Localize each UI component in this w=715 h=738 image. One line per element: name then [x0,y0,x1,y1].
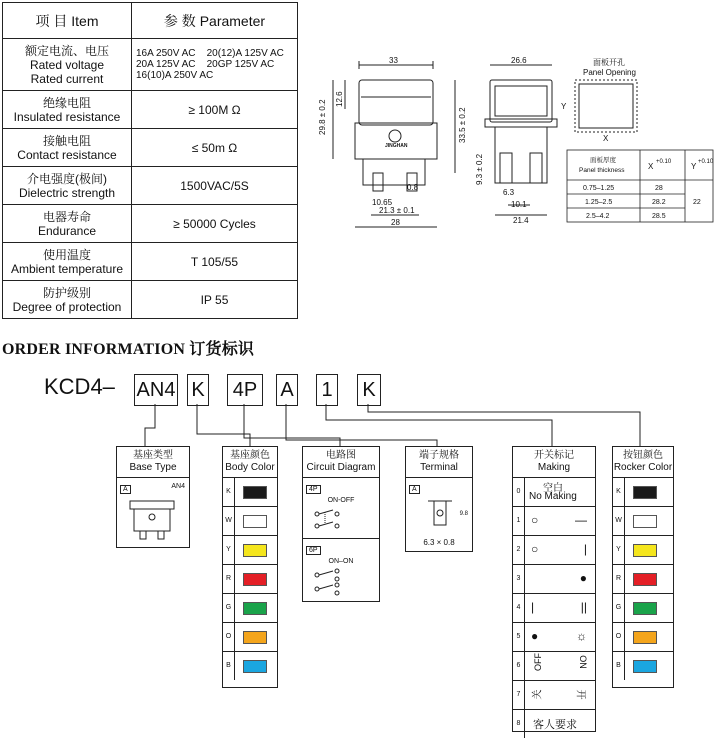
body-color-row [223,507,277,536]
making-code: 6 [513,652,525,680]
body-color-row [223,652,277,680]
body-color-code: K [223,478,235,506]
making-row [513,594,595,623]
header-parameter: 参 数 Parameter [132,3,298,39]
panel-opening-inner [579,84,633,128]
pt-col2-tol: +0.10 [656,159,672,165]
making-symbol-b: | [583,542,587,556]
making-code: 7 [513,681,525,709]
base-type-cn: 基座类型 [133,450,173,461]
die-label-cn: 介电强度(极间) [27,171,107,186]
body-color-swatch [243,602,267,615]
making-code: 3 [513,565,525,593]
circuit-6p-diagram [303,565,373,599]
making-symbol-a: | [531,600,535,614]
making-row [513,565,595,594]
making-code: 8 [513,710,525,738]
die-label-en: Dielectric strength [18,185,116,200]
order-title: ORDER INFORMATION 订货标识 [2,341,255,358]
body-color-row [223,478,277,507]
con-value: ≤ 50m Ω [132,129,298,167]
panel-x: X [603,134,609,143]
making-symbol-b: ● [579,571,587,585]
side-h: 9.3 ± 0.2 [475,153,484,185]
ins-value: ≥ 100M Ω [132,91,298,129]
rocker-color-code: R [613,565,625,593]
terminal-block [405,446,473,552]
circuit-4p-label: ON-OFF [327,497,355,504]
base-type-en: Base Type [129,462,177,473]
pt-r2-b: 28.2 [652,199,666,206]
circuit-en: Circuit Diagram [306,462,376,473]
temp-label-cn: 使用温度 [42,247,91,262]
rocker-color-code: K [613,478,625,506]
base-tag: A [120,485,131,494]
making-symbol-b: ON [577,655,588,669]
dim-height: 29.8 ± 0.2 [318,99,327,135]
circuit-4p-diagram [303,504,373,534]
circuit-cn: 电路图 [326,450,356,461]
rocker-color-list [613,478,673,680]
code-rocker: K [357,374,381,406]
body-color-code: R [223,565,235,593]
terminal-cn: 端子规格 [419,450,459,461]
rocker-color-swatch [633,486,657,499]
body-color-code: G [223,594,235,622]
terminal-h: 9.8 [459,511,468,517]
side-view [485,65,557,215]
terminal-en: Terminal [420,462,458,473]
making-row [513,710,595,738]
temp-label-en: Ambient temperature [10,261,124,276]
code-terminal: A [276,374,298,406]
body-color-block [222,446,278,688]
ip-value: IP 55 [132,281,298,319]
body-color-swatch [243,486,267,499]
brand-label: JINGHAN [385,143,408,149]
code-circuit: 4P [227,374,263,406]
rated-label-en2: Rated current [30,71,104,86]
base-switch-icon [122,497,182,542]
making-symbol-b: No Making [529,491,577,502]
body-color-swatch [243,573,267,586]
pt-r3-b: 28.5 [652,213,666,220]
making-symbol-b: ☼ [576,629,587,643]
making-symbol-a: ● [531,629,539,643]
making-symbol-b: 开 [574,689,586,700]
rocker-color-row [613,507,673,536]
dim-d2: 10.65 [372,198,393,207]
dim-d3: 21.3 ± 0.1 [379,206,415,215]
body-color-code: Y [223,536,235,564]
rated-label-cn: 额定电流、电压 [24,43,109,58]
ins-label-en: Insulated resistance [13,109,121,124]
panel-title-cn: 面板开孔 [593,58,625,67]
dim-body-h: 33.5 ± 0.2 [458,107,467,143]
body-color-row [223,536,277,565]
making-row [513,652,595,681]
body-color-row [223,565,277,594]
rocker-color-row [613,594,673,623]
ip-label-cn: 防护级别 [42,285,91,300]
making-code: 5 [513,623,525,651]
dim-top: 12.6 [335,91,344,107]
pt-col3-tol: +0.10 [698,159,714,165]
making-code: 1 [513,507,525,535]
circuit-4p [303,478,379,539]
rocker-color-swatch [633,602,657,615]
body-color-cn: 基座颜色 [230,450,270,461]
rocker-color-cn: 按钮颜色 [623,450,663,461]
making-row [513,507,595,536]
base-model: AN4 [171,483,185,490]
rocker-color-swatch [633,660,657,673]
body-color-code: O [223,623,235,651]
body-color-swatch [243,544,267,557]
making-code: 0 [513,478,525,506]
making-symbol-b: — [575,513,587,527]
panel-y: Y [561,102,567,111]
rocker-color-row [613,623,673,652]
rocker-color-swatch [633,544,657,557]
pt-y-val: 22 [693,199,701,206]
body-color-swatch [243,660,267,673]
rated-label-en: Rated voltage [29,57,105,72]
dim-width: 33 [389,56,398,65]
pt-col1-cn: 面板厚度 [590,157,616,164]
rocker-color-row [613,565,673,594]
circuit-4p-tag: 4P [306,485,321,494]
rocker-color-code: O [613,623,625,651]
making-row [513,478,595,507]
making-symbol-b: || [580,600,587,614]
side-width: 26.6 [511,56,527,65]
ip-label-en: Degree of protection [12,299,122,314]
die-value: 1500VAC/5S [132,167,298,205]
connector-lines [0,404,715,446]
body-color-en: Body Color [225,462,275,473]
rocker-color-code: G [613,594,625,622]
body-color-swatch [243,515,267,528]
pt-r1-b: 28 [655,185,663,192]
code-prefix: KCD4– [44,374,115,399]
making-symbol-a: ○ [531,542,539,556]
panel-opening-rect [575,80,637,132]
temp-value: T 105/55 [132,243,298,281]
rocker-color-code: Y [613,536,625,564]
making-row [513,623,595,652]
body-color-list [223,478,277,680]
rocker-color-code: B [613,652,625,680]
making-code: 4 [513,594,525,622]
making-symbol-a: ○ [531,513,539,527]
end-label-en: Endurance [37,223,97,238]
circuit-6p-label: ON–ON [328,558,354,565]
code-body: K [187,374,209,406]
body-color-code: B [223,652,235,680]
body-color-row [223,594,277,623]
side-d1: 6.3 [503,188,515,197]
circuit-6p [303,539,379,604]
rocker-color-swatch [633,631,657,644]
making-cn: 开关标记 [534,450,574,461]
panel-title-en: Panel Opening [583,68,636,77]
con-label-cn: 接触电阻 [42,133,91,148]
dim-d4: 28 [391,218,400,227]
rocker-color-en: Rocker Color [613,462,673,473]
side-d2: 10.1 [511,200,527,209]
circuit-6p-tag: 6P [306,546,321,555]
circuit-block [302,446,380,602]
end-label-cn: 电器寿命 [42,209,91,224]
rocker-color-swatch [633,573,657,586]
con-label-en: Contact resistance [17,147,117,162]
pt-col3: Y [691,162,697,171]
body-color-code: W [223,507,235,535]
pt-r1-a: 0.75–1.25 [583,185,615,192]
rocker-color-row [613,478,673,507]
pt-col2: X [648,162,654,171]
ins-label-cn: 绝缘电阻 [42,95,91,110]
rocker-color-row [613,536,673,565]
terminal-dim: 6.3 × 0.8 [423,538,455,547]
making-block [512,446,596,732]
making-symbol-a: 客人要求 [533,719,577,731]
rated-value: 16A 250V AC 20(12)A 125V AC 20A 125V AC 20GP 125V AC 16(10)A 250V AC [132,39,298,91]
making-symbol-a: 空白 [543,483,563,494]
making-row [513,681,595,710]
dim-d1: 0.8 [407,183,419,192]
code-making: 1 [316,374,338,406]
rocker-color-code: W [613,507,625,535]
parameter-table [2,2,298,319]
making-code: 2 [513,536,525,564]
body-color-swatch [243,631,267,644]
rocker-color-block [612,446,674,688]
rocker-color-swatch [633,515,657,528]
code-base: AN4 [134,374,178,406]
making-symbol-a: OFF [533,653,543,671]
rocker-color-row [613,652,673,680]
terminal-tag: A [409,485,420,494]
pt-r2-a: 1.25–2.5 [585,199,613,206]
making-row [513,536,595,565]
making-en: Making [537,462,571,473]
making-list [513,478,595,738]
making-symbol-a: 关 [532,689,544,700]
side-d3: 21.4 [513,216,529,225]
pt-r3-a: 2.5–4.2 [586,213,610,220]
end-value: ≥ 50000 Cycles [132,205,298,243]
dimension-drawings [315,55,715,235]
pt-col1-en: Panel thickness [579,167,625,174]
body-color-row [223,623,277,652]
base-type-block [116,446,190,548]
header-item: 项 目 Item [3,3,132,39]
